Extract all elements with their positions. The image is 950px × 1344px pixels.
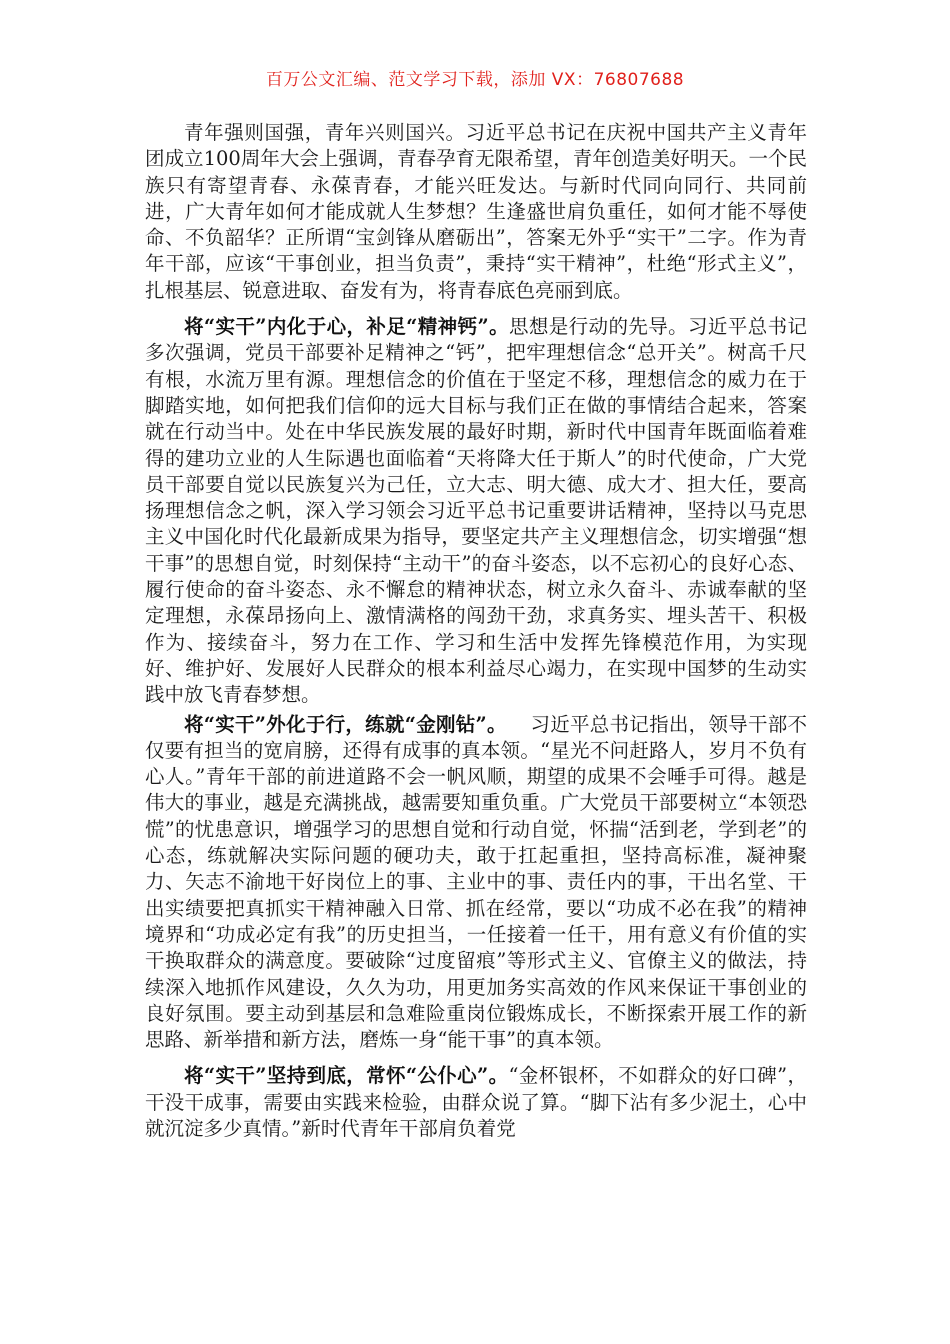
- paragraph-spirit: [145, 314, 807, 708]
- paragraph-text: 青年强则国强，青年兴则国兴。习近平总书记在庆祝中国共产主义青年团成立100周年大会上强调，青春孕育无限希望，青年创造美好明天。一个民族只有寄望青春、永葆青春，才能兴旺发达。与新时代同向同行、共同前进，广大青年如何才能成就人生梦想？生逢盛世肩负重任，如何才能不辱使命、不负韶华？正所谓“宝剑锋从磨砺出”，答案无外乎“实干”二字。作为青年干部，应该“干事创业，担当负责”，秉持“实干精神”，杜绝“形式主义”，扎根基层、锐意进取、奋发有为，将青春底色亮丽到底。: [145, 121, 807, 302]
- paragraph-lead: 将“实干”内化于心，补足“精神钙”。: [184, 315, 509, 339]
- document-body: [145, 120, 807, 1142]
- paragraph-persist: [145, 1063, 807, 1142]
- paragraph-intro: [145, 120, 807, 304]
- paragraph-text: 思想是行动的先导。习近平总书记多次强调，党员干部要补足精神之“钙”，把牢理想信念“总开关”。树高千尺有根，水流万里有源。理想信念的价值在于坚定不移，理想信念的威力在于脚踏实地，如何把我们信仰的远大目标与我们正在做的事情结合起来，答案就在行动当中。处在中华民族发展的最好时期，新时代中国青年既面临着难得的建功立业的人生际遇也面临着“天将降大任于斯人”的时代使命，广大党员干部要自觉以民族复兴为己任，立大志、明大德、成大才、担大任，要高扬理想信念之帆，深入学习领会习近平总书记重要讲话精神，坚持以马克思主义中国化时代化最新成果为指导，要坚定共产主义理想信念，切实增强“想干事”的思想自觉，时刻保持“主动干”的奋斗姿态，以不忘初心的良好心态、履行使命的奋斗姿态、永不懈怠的精神状态，树立永久奋斗、赤诚奉献的坚定理想，永葆昂扬向上、激情满格的闯劲干劲，求真务实、埋头苦干、积极作为、接续奋斗，努力在工作、学习和生活中发挥先锋模范作用，为实现好、维护好、发展好人民群众的根本利益尽心竭力，在实现中国梦的生动实践中放飞青春梦想。: [145, 315, 807, 707]
- paragraph-text: 习近平总书记指出，领导干部不仅要有担当的宽肩膀，还得有成事的真本领。“星光不问赶路人，岁月不负有心人。”青年干部的前进道路不会一帆风顺，期望的成果不会唾手可得。越是伟大的事业，越是充满挑战，越需要知重负重。广大党员干部要树立“本领恐慌”的忧患意识，增强学习的思想自觉和行动自觉，怀揣“活到老，学到老”的心态，练就解决实际问题的硬功夫，敢于扛起重担，坚持高标准，凝神聚力、矢志不渝地干好岗位上的事、主业中的事、责任内的事，干出名堂、干出实绩要把真抓实干精神融入日常、抓在经常，要以“功成不必在我”的精神境界和“功成必定有我”的历史担当，一任接着一任干，用有意义有价值的实干换取群众的满意度。要破除“过度留痕”等形式主义、官僚主义的做法，持续深入地抓作风建设，久久为功，用更加务实高效的作风来保证干事创业的良好氛围。要主动到基层和急难险重岗位锻炼成长，不断探索开展工作的新思路、新举措和新方法，磨炼一身“能干事”的真本领。: [145, 712, 807, 1052]
- header-banner: 百万公文汇编、范文学习下载，添加 VX：76807688: [265, 70, 685, 90]
- paragraph-lead: 将“实干”坚持到底，常怀“公仆心”。: [184, 1064, 509, 1088]
- paragraph-lead: 将“实干”外化于行，练就“金刚钻”。: [184, 712, 507, 736]
- paragraph-action: [145, 712, 807, 1054]
- paragraph-text: “金杯银杯，不如群众的好口碑”，干没干成事，需要由实践来检验，由群众说了算。“脚下沾有多少泥土，心中就沉淀多少真情。”新时代青年干部肩负着党: [145, 1064, 807, 1140]
